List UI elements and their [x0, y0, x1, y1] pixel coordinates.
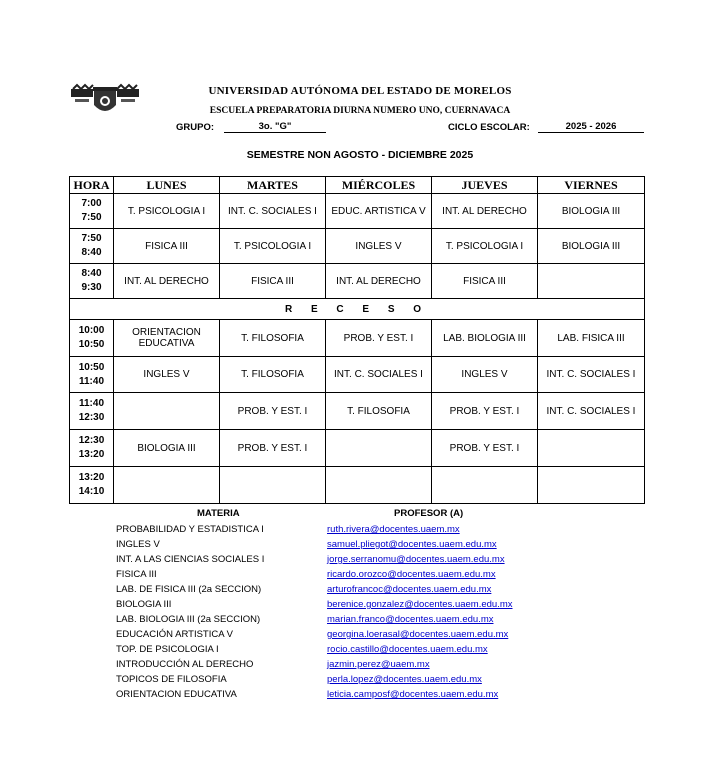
university-title: UNIVERSIDAD AUTÓNOMA DEL ESTADO DE MORELOS	[208, 85, 512, 97]
class-cell	[432, 467, 538, 504]
class-cell	[538, 430, 645, 467]
recess-row	[70, 299, 645, 320]
professor-email-link[interactable]: perla.lopez@docentes.uaem.edu.mx	[327, 674, 482, 685]
hour-start: 12:30	[78, 435, 105, 446]
class-cell: PROB. Y EST. I	[432, 393, 538, 430]
subject-name: BIOLOGIA III	[116, 599, 172, 610]
schedule-header-row	[70, 177, 645, 194]
class-cell: EDUC. ARTISTICA V	[326, 194, 432, 229]
class-cell: T. PSICOLOGIA I	[220, 229, 326, 264]
professor-email-link[interactable]: berenice.gonzalez@docentes.uaem.edu.mx	[327, 599, 513, 610]
subject-list	[116, 522, 321, 702]
class-cell: BIOLOGIA III	[114, 430, 220, 467]
class-cell	[114, 393, 220, 430]
class-cell: T. PSICOLOGIA I	[432, 229, 538, 264]
hour-end: 14:10	[78, 486, 105, 497]
hour-cell	[70, 229, 114, 264]
subject-name: ORIENTACION EDUCATIVA	[116, 689, 237, 700]
hour-end: 11:40	[78, 375, 105, 387]
subject-name: TOP. DE PSICOLOGIA I	[116, 644, 219, 655]
group-label: GRUPO:	[176, 122, 214, 133]
professor-email-link[interactable]: leticia.camposf@docentes.uaem.edu.mx	[327, 689, 499, 700]
hour-start: 7:00	[81, 198, 102, 209]
hour-start: 8:40	[81, 268, 102, 279]
col-header-jueves: JUEVES	[432, 177, 538, 194]
table-row	[70, 264, 645, 299]
table-row	[70, 320, 645, 357]
class-cell	[326, 430, 432, 467]
class-cell: INT. AL DERECHO	[326, 264, 432, 299]
class-cell: INGLES V	[114, 357, 220, 393]
class-cell: T. FILOSOFIA	[220, 357, 326, 393]
professor-email-link[interactable]: jorge.serranomu@docentes.uaem.edu.mx	[327, 554, 505, 565]
class-cell: T. FILOSOFIA	[326, 393, 432, 430]
school-title: ESCUELA PREPARATORIA DIURNA NUMERO UNO, CUERNAVACA	[209, 106, 511, 116]
professor-email-link[interactable]: arturofrancoc@docentes.uaem.edu.mx	[327, 584, 492, 595]
hour-end: 13:20	[78, 449, 105, 460]
class-cell	[220, 467, 326, 504]
hour-cell	[70, 430, 114, 467]
col-header-viernes: VIERNES	[538, 177, 645, 194]
hour-start: 7:50	[81, 233, 102, 244]
subject-name: INGLES V	[116, 539, 160, 550]
class-cell: FISICA III	[432, 264, 538, 299]
professor-email-link[interactable]: marian.franco@docentes.uaem.edu.mx	[327, 614, 494, 625]
class-cell: INT. C. SOCIALES I	[220, 194, 326, 229]
hour-start: 13:20	[78, 472, 105, 483]
class-cell: PROB. Y EST. I	[432, 430, 538, 467]
cycle-label: CICLO ESCOLAR:	[448, 122, 530, 133]
class-cell: FISICA III	[114, 229, 220, 264]
hour-end: 7:50	[81, 212, 102, 223]
class-cell: PROB. Y EST. I	[326, 320, 432, 357]
subject-name: FISICA III	[116, 569, 157, 580]
subject-name: TOPICOS DE FILOSOFIA	[116, 674, 227, 685]
class-cell: LAB. FISICA III	[538, 320, 645, 357]
professor-email-link[interactable]: georgina.loerasal@docentes.uaem.edu.mx	[327, 629, 509, 640]
class-cell: PROB. Y EST. I	[220, 393, 326, 430]
col-header-martes: MARTES	[220, 177, 326, 194]
recess-label: R E C E S O	[70, 299, 645, 320]
table-row	[70, 357, 645, 393]
hour-cell	[70, 357, 114, 393]
hour-cell	[70, 467, 114, 504]
class-cell	[326, 467, 432, 504]
class-cell	[538, 264, 645, 299]
hour-start: 10:50	[78, 361, 105, 373]
professor-email-link[interactable]: rocio.castillo@docentes.uaem.edu.mx	[327, 644, 488, 655]
table-row	[70, 194, 645, 229]
class-cell: INGLES V	[432, 357, 538, 393]
table-row	[70, 430, 645, 467]
class-cell: INT. C. SOCIALES I	[326, 357, 432, 393]
class-cell: INT. C. SOCIALES I	[538, 357, 645, 393]
class-cell: FISICA III	[220, 264, 326, 299]
hour-end: 8:40	[81, 247, 102, 258]
hour-end: 12:30	[78, 412, 105, 423]
professor-email-link[interactable]: ricardo.orozco@docentes.uaem.edu.mx	[327, 569, 496, 580]
profesor-header: PROFESOR (A)	[394, 508, 464, 519]
class-cell: BIOLOGIA III	[538, 194, 645, 229]
hour-start: 10:00	[78, 325, 105, 336]
subject-name: EDUCACIÓN ARTISTICA V	[116, 629, 234, 640]
hour-end: 9:30	[81, 282, 102, 293]
class-cell	[114, 467, 220, 504]
class-cell: BIOLOGIA III	[538, 229, 645, 264]
cycle-value: 2025 - 2026	[538, 121, 644, 133]
hour-cell	[70, 320, 114, 357]
schedule-table	[69, 176, 645, 504]
subject-name: INTRODUCCIÓN AL DERECHO	[116, 659, 254, 670]
email-list	[327, 522, 587, 702]
class-cell: INT. C. SOCIALES I	[538, 393, 645, 430]
subject-name: INT. A LAS CIENCIAS SOCIALES I	[116, 554, 265, 565]
col-header-lunes: LUNES	[114, 177, 220, 194]
class-cell: T. FILOSOFIA	[220, 320, 326, 357]
table-row	[70, 393, 645, 430]
university-logo	[71, 83, 139, 119]
table-row	[70, 229, 645, 264]
class-cell: INGLES V	[326, 229, 432, 264]
hour-cell	[70, 264, 114, 299]
hour-cell	[70, 393, 114, 430]
col-header-miercoles: MIÉRCOLES	[326, 177, 432, 194]
professor-email-link[interactable]: ruth.rivera@docentes.uaem.mx	[327, 524, 460, 535]
subject-name: LAB. DE FISICA III (2a SECCION)	[116, 584, 262, 595]
class-cell: LAB. BIOLOGIA III	[432, 320, 538, 357]
hour-start: 11:40	[78, 398, 105, 409]
professor-email-link[interactable]: jazmin.perez@uaem.mx	[327, 659, 430, 670]
class-cell: INT. AL DERECHO	[432, 194, 538, 229]
semester-title: SEMESTRE NON AGOSTO - DICIEMBRE 2025	[246, 149, 474, 161]
subject-name: LAB. BIOLOGIA III (2a SECCION)	[116, 614, 261, 625]
class-cell: INT. AL DERECHO	[114, 264, 220, 299]
class-cell: PROB. Y EST. I	[220, 430, 326, 467]
class-cell	[538, 467, 645, 504]
professor-email-link[interactable]: samuel.pliegot@docentes.uaem.edu.mx	[327, 539, 497, 550]
col-header-hora: HORA	[70, 177, 114, 194]
table-row	[70, 467, 645, 504]
hour-cell	[70, 194, 114, 229]
subject-name: PROBABILIDAD Y ESTADISTICA I	[116, 524, 264, 535]
class-cell: ORIENTACION EDUCATIVA	[114, 320, 220, 357]
group-value: 3o. "G"	[224, 121, 326, 133]
materia-header: MATERIA	[197, 508, 240, 519]
class-cell: T. PSICOLOGIA I	[114, 194, 220, 229]
hour-end: 10:50	[78, 339, 105, 350]
